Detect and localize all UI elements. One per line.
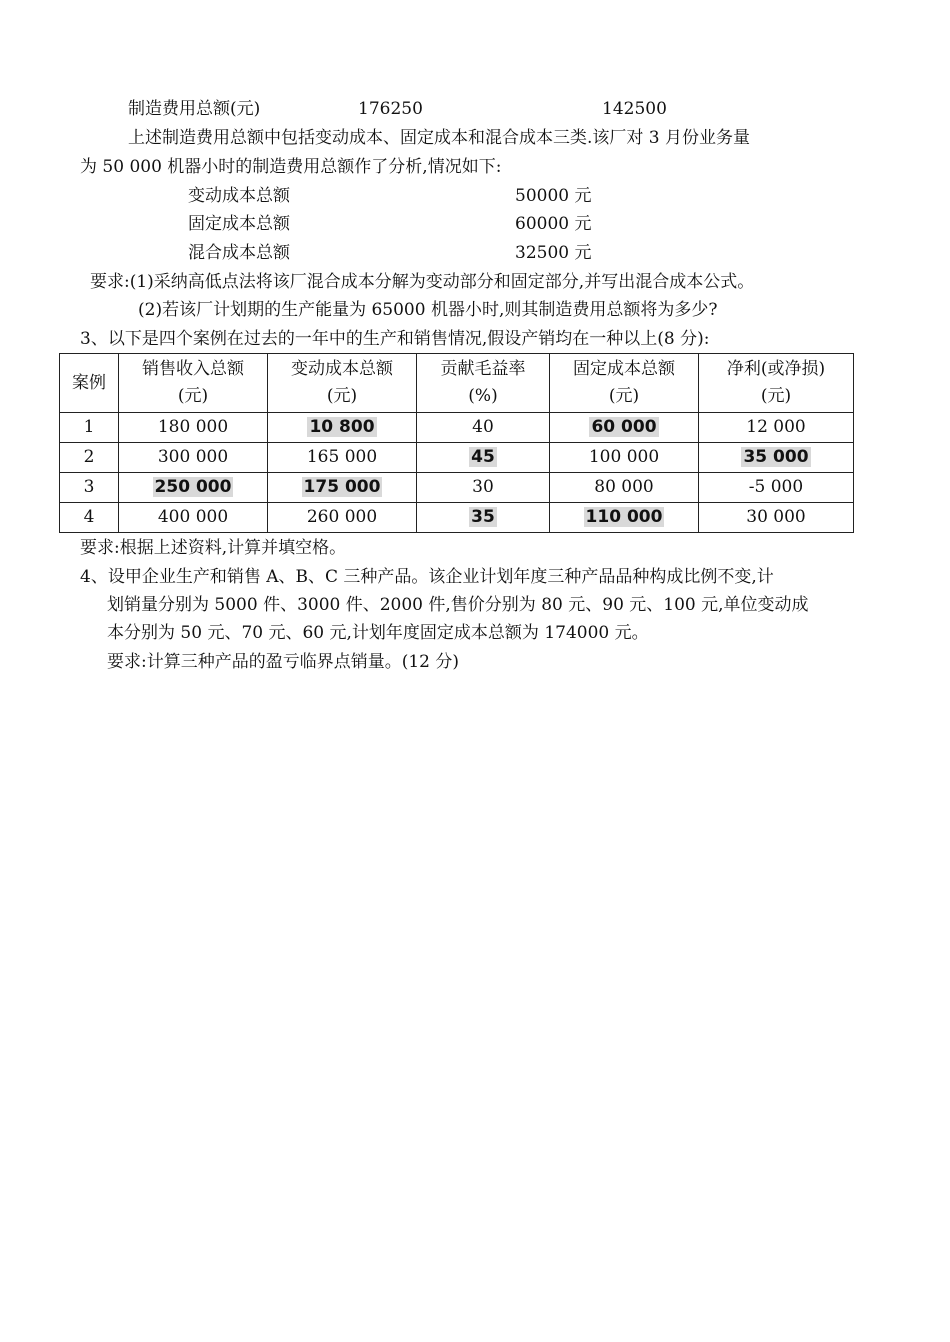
- header-variable-cost: 变动成本总额 (元): [268, 354, 417, 413]
- table-row: [60, 443, 854, 473]
- intro-line-2: 为 50 000 机器小时的制造费用总额作了分析,情况如下:: [80, 157, 502, 177]
- breakdown-value-mixed: 32500 元: [515, 243, 592, 263]
- table-cell: 30 000: [699, 503, 854, 533]
- table-cell: 12 000: [699, 413, 854, 443]
- overhead-value-2: 142500: [602, 99, 667, 119]
- table-header-row: [60, 354, 854, 413]
- q4-line-1: 4、设甲企业生产和销售 A、B、C 三种产品。该企业计划年度三种产品品种构成比例不变,计: [80, 567, 774, 587]
- table-cell: 400 000: [119, 503, 268, 533]
- table-cell: 260 000: [268, 503, 417, 533]
- header-net-profit: 净利(或净损) (元): [699, 354, 854, 413]
- table-row: [60, 473, 854, 503]
- cases-table: [59, 353, 854, 533]
- table-cell-answer: 35: [417, 503, 550, 533]
- table-cell: 30: [417, 473, 550, 503]
- breakdown-label-variable: 变动成本总额: [188, 186, 290, 206]
- breakdown-value-variable: 50000 元: [515, 186, 592, 206]
- table-cell: 80 000: [550, 473, 699, 503]
- header-contribution-margin: 贡献毛益率 (%): [417, 354, 550, 413]
- table-cell: 40: [417, 413, 550, 443]
- table-cell-answer: 45: [417, 443, 550, 473]
- intro-line-1: 上述制造费用总额中包括变动成本、固定成本和混合成本三类.该厂对 3 月份业务量: [128, 128, 751, 148]
- table-cell: 165 000: [268, 443, 417, 473]
- table-row: [60, 413, 854, 443]
- table-cell-answer: 35 000: [699, 443, 854, 473]
- table-cell-answer: 175 000: [268, 473, 417, 503]
- header-sales: 销售收入总额 (元): [119, 354, 268, 413]
- overhead-label: 制造费用总额(元): [128, 99, 261, 119]
- table-cell: 4: [60, 503, 119, 533]
- table-cell: 100 000: [550, 443, 699, 473]
- breakdown-label-fixed: 固定成本总额: [188, 214, 290, 234]
- q4-line-2: 划销量分别为 5000 件、3000 件、2000 件,售价分别为 80 元、90 元、100 元,单位变动成: [107, 595, 809, 615]
- requirement-1: 要求:(1)采纳高低点法将该厂混合成本分解为变动部分和固定部分,并写出混合成本公式。: [90, 272, 755, 292]
- breakdown-label-mixed: 混合成本总额: [188, 243, 290, 263]
- table-cell-answer: 250 000: [119, 473, 268, 503]
- table-cell: 3: [60, 473, 119, 503]
- header-fixed-cost: 固定成本总额 (元): [550, 354, 699, 413]
- overhead-value-1: 176250: [358, 99, 423, 119]
- requirement-2: (2)若该厂计划期的生产能量为 65000 机器小时,则其制造费用总额将为多少?: [138, 300, 718, 320]
- table-cell: -5 000: [699, 473, 854, 503]
- table-cell-answer: 60 000: [550, 413, 699, 443]
- q4-requirement: 要求:计算三种产品的盈亏临界点销量。(12 分): [107, 652, 460, 672]
- table-cell: 300 000: [119, 443, 268, 473]
- header-case: 案例: [60, 354, 119, 413]
- q3-requirement: 要求:根据上述资料,计算并填空格。: [80, 538, 347, 558]
- table-cell: 1: [60, 413, 119, 443]
- q3-title: 3、以下是四个案例在过去的一年中的生产和销售情况,假设产销均在一种以上(8 分):: [80, 329, 710, 349]
- q4-line-3: 本分别为 50 元、70 元、60 元,计划年度固定成本总额为 174000 元。: [107, 623, 649, 643]
- table-cell-answer: 10 800: [268, 413, 417, 443]
- table-cell: 2: [60, 443, 119, 473]
- table-row: [60, 503, 854, 533]
- breakdown-value-fixed: 60000 元: [515, 214, 592, 234]
- table-cell-answer: 110 000: [550, 503, 699, 533]
- table-cell: 180 000: [119, 413, 268, 443]
